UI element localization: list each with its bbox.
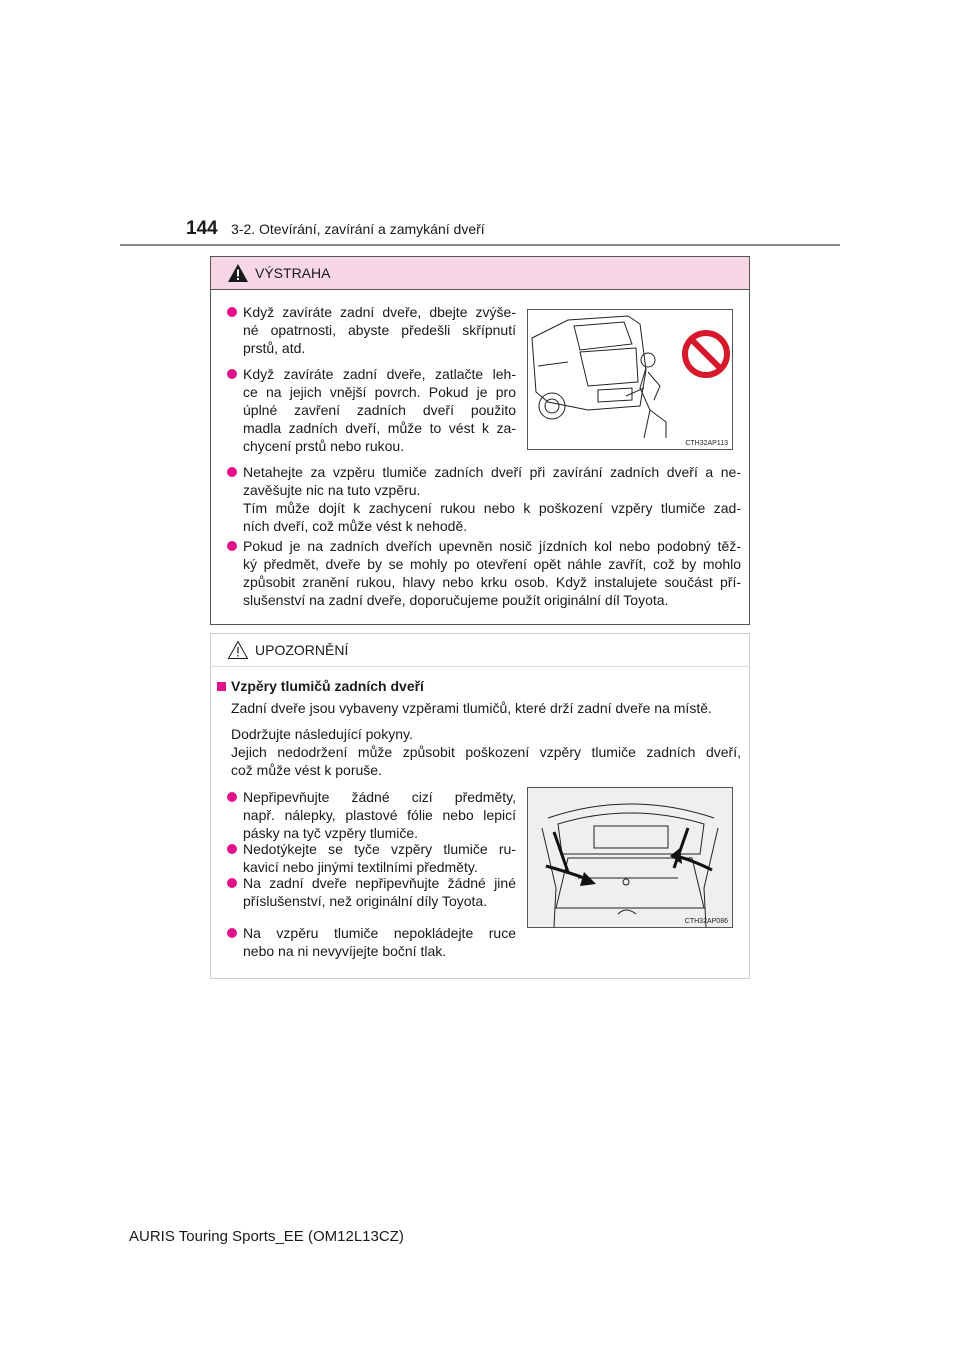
caution-header bbox=[211, 634, 749, 667]
warning-bullet-1: Když zavíráte zadní dveře, dbejte zvýše- né opatrnosti, abyste předešli skřípnutí prstů, atd. bbox=[243, 303, 516, 357]
caution-bullet-1: Nepřipevňujte žádné cizí předměty, např. nálepky, plastové fólie nebo lepicí pásky na tyč vzpěry tlumiče. bbox=[243, 788, 516, 842]
figure-code: CTH32AP086 bbox=[684, 918, 728, 925]
car-rear-person-drawing bbox=[528, 310, 732, 449]
caution-bullet-4: Na vzpěru tlumiče nepokládejte ruce nebo na ni nevyvíjejte boční tlak. bbox=[243, 924, 516, 960]
bullet-dot-icon bbox=[227, 369, 237, 379]
bullet-dot-icon bbox=[227, 307, 237, 317]
caution-paragraph-2: Dodržujte následující pokyny. Jejich nedodržení může způsobit poškození vzpěry tlumiče zadních dveří, což může vést k poruše. bbox=[231, 726, 741, 778]
caution-box bbox=[210, 633, 750, 979]
figure-code: CTH32AP113 bbox=[685, 440, 728, 447]
caution-paragraph-1: Zadní dveře jsou vybaveny vzpěrami tlumičů, které drží zadní dveře na místě. bbox=[231, 700, 712, 716]
warning-bullet-2: Když zavíráte zadní dveře, zatlačte leh- ce na jejich vnější povrch. Pokud je pro úplné zavření zadních dveří použito madla zadních dveří, může to vést k za- chycení prstů nebo rukou. bbox=[243, 365, 516, 455]
warning-title: VÝSTRAHA bbox=[255, 265, 331, 281]
footer-model: AURIS Touring Sports_EE (OM12L13CZ) bbox=[129, 1228, 404, 1245]
chapter-title: 3-2. Otevírání, zavírání a zamykání dveří bbox=[231, 221, 485, 237]
bullet-dot-icon bbox=[227, 844, 237, 854]
page-number: 144 bbox=[186, 218, 218, 239]
caution-bullet-3: Na zadní dveře nepřipevňujte žádné jiné příslušenství, než originální díly Toyota. bbox=[243, 874, 516, 910]
bullet-dot-icon bbox=[227, 928, 237, 938]
caution-title: UPOZORNĚNÍ bbox=[255, 642, 349, 658]
warning-bullet-4: Pokud je na zadních dveřích upevněn nosič jízdních kol nebo podobný těž- ký předmět, dveře by se mohly po otevření opět náhle zavřít, což by mohlo způsobit zranění rukou, hlavy nebo krku osob. Když instalujete součást pří- slušenství na zadní dveře, doporučujeme použít originální díl Toyota. bbox=[243, 537, 741, 609]
warning-triangle-icon bbox=[227, 263, 249, 283]
header-rule bbox=[120, 244, 840, 246]
caution-bullet-2: Nedotýkejte se tyče vzpěry tlumiče ru- kavicí nebo jinými textilními předměty. bbox=[243, 840, 516, 876]
open-tailgate-drawing bbox=[528, 788, 732, 927]
bullet-dot-icon bbox=[227, 792, 237, 802]
tailgate-closing-illustration bbox=[527, 309, 733, 450]
damper-strut-illustration bbox=[527, 787, 733, 928]
caution-subheading: Vzpěry tlumičů zadních dveří bbox=[231, 678, 424, 694]
bullet-dot-icon bbox=[227, 878, 237, 888]
caution-triangle-icon bbox=[227, 640, 249, 660]
warning-bullet-3: Netahejte za vzpěru tlumiče zadních dveří při zavírání zadních dveří a ne- zavěšujte nic na tuto vzpěru. Tím může dojít k zachycení rukou nebo k poškození vzpěry tlumiče zad- ních dveří, což může vést k nehodě. bbox=[243, 463, 741, 535]
square-bullet-icon bbox=[217, 682, 226, 691]
bullet-dot-icon bbox=[227, 541, 237, 551]
bullet-dot-icon bbox=[227, 467, 237, 477]
warning-header bbox=[211, 257, 749, 290]
warning-box bbox=[210, 256, 750, 625]
